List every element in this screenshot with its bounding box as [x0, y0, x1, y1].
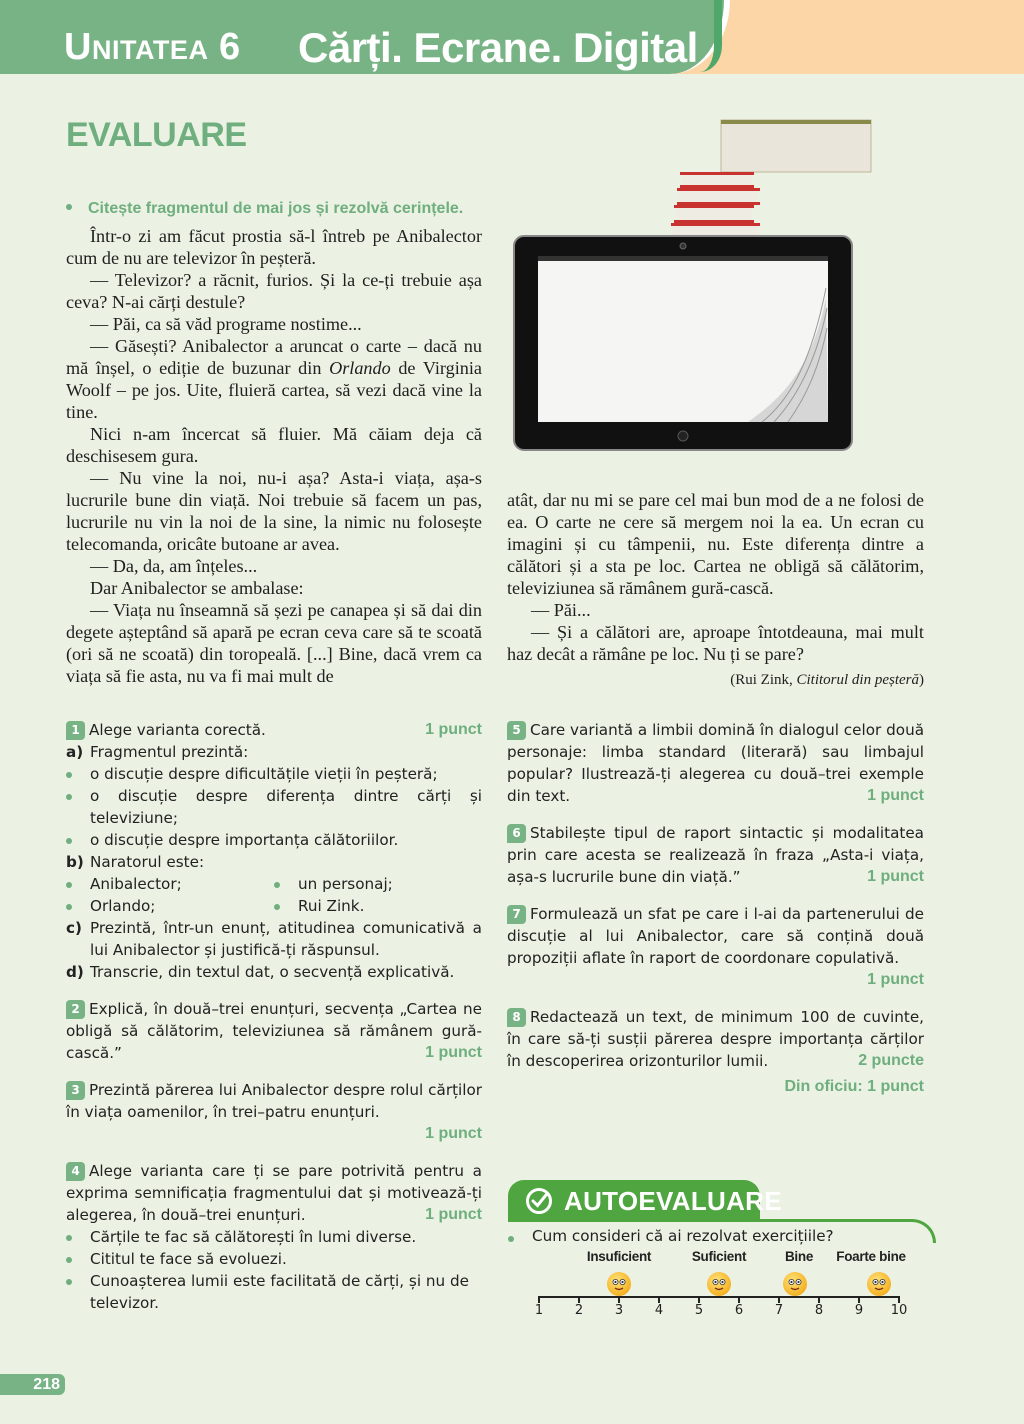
scale-level-label: Foarte bine: [836, 1249, 906, 1264]
points-label: 1 punct: [425, 1125, 482, 1142]
scared-face-icon[interactable]: [607, 1272, 631, 1296]
scale-tick-label[interactable]: 2: [574, 1303, 584, 1318]
scale-tick: [898, 1296, 900, 1303]
bullet-icon: [66, 204, 72, 210]
autoevaluare-header: AUTOEVALUARE: [508, 1180, 760, 1220]
question-number-badge: 6: [507, 824, 526, 843]
question-number-badge: 4: [66, 1162, 85, 1181]
option-item: Anibalector;: [66, 873, 274, 895]
option-item: Rui Zink.: [274, 895, 482, 917]
scale-tick-label[interactable]: 3: [614, 1303, 624, 1318]
option-item: o discuție despre importanța călătoriilor.: [66, 829, 482, 851]
tablet-and-books-illustration: [512, 118, 924, 463]
scale-axis: [539, 1296, 899, 1298]
ex-officio-points: Din oficiu: 1 punct: [784, 1078, 924, 1095]
scale-tick: [578, 1296, 580, 1303]
scale-level-label: Suficient: [691, 1249, 747, 1264]
page-number: 218: [0, 1374, 65, 1395]
question-7: 7 Formulează un sfat pe care i l-ai da partenerului de discuție al lui Anibalector, care să conțină două propoziții aflate în raport de coordonare copulativă. 1 punct: [507, 903, 924, 991]
scale-tick: [538, 1296, 540, 1303]
scale-tick: [618, 1296, 620, 1303]
question-3: 3 Prezintă părerea lui Anibalector despre rolul cărților în viața oamenilor, în trei–patru enunțuri. 1 punct: [66, 1079, 482, 1145]
scale-tick: [738, 1296, 740, 1303]
scale-tick-label[interactable]: 10: [890, 1303, 908, 1318]
thumbs-up-face-icon[interactable]: [783, 1272, 807, 1296]
tablet: [514, 236, 852, 450]
scale-tick-label[interactable]: 1: [534, 1303, 544, 1318]
question-6: 6 Stabilește tipul de raport sintactic și modalitatea prin care acesta se realizează în fraza „Asta-i viața, așa-s lucrurile bune din viață.” 1 punct: [507, 824, 924, 886]
scale-tick-label[interactable]: 8: [814, 1303, 824, 1318]
scale-tick-label[interactable]: 6: [734, 1303, 744, 1318]
scale-tick-label[interactable]: 4: [654, 1303, 664, 1318]
scale-level-label: Bine: [784, 1249, 814, 1264]
option-item: Cărțile te fac să călătorești în lumi diverse.: [66, 1226, 482, 1248]
points-label: 1 punct: [425, 1044, 482, 1061]
unit-title: Cărți. Ecrane. Digital: [298, 24, 698, 71]
points-label: 1 punct: [425, 721, 482, 738]
question-1: 1 Alege varianta corectă. 1 punct a) Fragmentul prezintă: o discuție despre dificultățile vieții în peșteră; o discuție despre diferența dintre cărți și televiziune; o discuție despre importanța călătoriilor. b) Naratorul este: Anibalector; un personaj; Orlando; Rui Zink. c) Prezintă, într-un enunț, atitudinea comunicativă a lui Anibalector și justifică-ți răspunsul. d) Transcrie, din textul dat, o secvență explicativă.: [66, 721, 482, 981]
option-item: o discuție despre diferența dintre cărți și televiziune;: [66, 785, 482, 829]
scale-tick: [658, 1296, 660, 1303]
scale-tick-label[interactable]: 9: [854, 1303, 864, 1318]
option-item: un personaj;: [274, 873, 482, 895]
option-item: o discuție despre dificultățile vieții în peșteră;: [66, 763, 482, 785]
party-face-icon[interactable]: [867, 1272, 891, 1296]
option-item: Cititul te face să evoluezi.: [66, 1248, 482, 1270]
question-number-badge: 5: [507, 721, 526, 740]
points-label: 1 punct: [867, 971, 924, 988]
question-number-badge: 3: [66, 1081, 85, 1100]
source-citation: (Rui Zink, Cititorul din peșteră): [730, 672, 924, 688]
points-label: 2 puncte: [858, 1052, 924, 1069]
points-label: 1 punct: [867, 787, 924, 804]
unit-label: UNITATEA 6: [64, 26, 241, 68]
scale-tick: [858, 1296, 860, 1303]
option-item: Orlando;: [66, 895, 274, 917]
autoevaluare-question: Cum consideri că ai rezolvat exercițiile?: [508, 1227, 834, 1245]
flushed-face-icon[interactable]: [707, 1272, 731, 1296]
scale-tick: [778, 1296, 780, 1303]
scale-level-label: Insuficient: [586, 1249, 652, 1264]
question-4: 4 Alege varianta care ți se pare potrivită pentru a exprima semnificația fragmentului dat și motivează-ți alegerea, în două–trei enunțuri. 1 punct Cărțile te fac să călătorești în lumi diverse. Cititul te face să evoluezi. Cunoașterea lumii este facilitată de cărți, și nu de televizor.: [66, 1162, 482, 1312]
question-number-badge: 8: [507, 1008, 526, 1027]
literary-text-left: Într-o zi am făcut prostia să-l întreb pe Anibalector cum de nu are televizor în peșteră. — Televizor? a răcnit, furios. Și la ce-ți trebuie așa ceva? N-ai cărți destule? — Păi, ca să văd programe nostime... — Găsești? Anibalector a aruncat o carte – dacă nu mă înșel, o ediție de buzunar din Orlando de Virginia Woolf – pe jos. Uite, fluieră cartea, să vezi dacă vine la tine. Nici n-am încercat să fluier. Mă căiam deja că deschisesem gura. — Nu vine la noi, nu-i așa? Asta-i viața, așa-s lucrurile bune din viață. Noi trebuie să facem un pas, lucrurile nu vin la noi de la sine, la nimic nu folosește telecomanda, oricâte butoane ar avea. — Da, da, am înțeles... Dar Anibalector se ambalase: — Viața nu înseamnă să șezi pe canapea și să dai din degete așteptând să apară pe ecran ceva care să te scoată (ori să ne scoată) din toropeală. [...] Bine, dacă vrem ca viața să fie asta, nu va fi mai mult de: [66, 226, 483, 686]
question-2: 2 Explică, în două–trei enunțuri, secvența „Cartea ne obligă să călătorim, televiziunea să rămânem gură-cască.” 1 punct: [66, 1000, 482, 1062]
unit-number: 6: [218, 26, 241, 68]
question-5: 5 Care variantă a limbii domină în dialogul celor două personaje: limba standard (literară) sau limbajul popular? Ilustrează-ți alegerea cu două–trei exemple din text. 1 punct: [507, 721, 924, 805]
scale-tick-label[interactable]: 7: [774, 1303, 784, 1318]
question-8: 8 Redactează un text, de minimum 100 de cuvinte, în care să-ți susții părerea despre importanța cărților în descoperirea orizonturilor lumii. 2 puncte Din oficiu: 1 punct: [507, 1006, 924, 1098]
section-title: EVALUARE: [66, 116, 247, 154]
scale-tick-label[interactable]: 5: [694, 1303, 704, 1318]
check-circle-icon: [526, 1188, 552, 1214]
scale-tick: [698, 1296, 700, 1303]
points-label: 1 punct: [425, 1206, 482, 1223]
instruction: Citește fragmentul de mai jos și rezolvă cerințele.: [66, 200, 463, 218]
option-item: Cunoașterea lumii este facilitată de cărți, și nu de televizor.: [66, 1270, 482, 1314]
literary-text-right: atât, dar nu mi se pare cel mai bun mod de a ne folosi de ea. O carte ne cere să mergem noi la ea. Un ecran cu imagini și cu tâmpenii, nu. Este diferența dintre a călători și a sta pe loc. Cartea ne obligă să călătorim, televiziunea să rămânem gură-cască. — Păi... — Și a călători are, aproape întotdeauna, mai mult haz decât a rămâne pe loc. Nu ți se pare? (Rui Zink, Cititorul din peșteră): [507, 489, 924, 691]
points-label: 1 punct: [867, 868, 924, 885]
question-number-badge: 1: [66, 721, 85, 740]
question-number-badge: 2: [66, 1000, 85, 1019]
scale-tick: [818, 1296, 820, 1303]
question-number-badge: 7: [507, 905, 526, 924]
